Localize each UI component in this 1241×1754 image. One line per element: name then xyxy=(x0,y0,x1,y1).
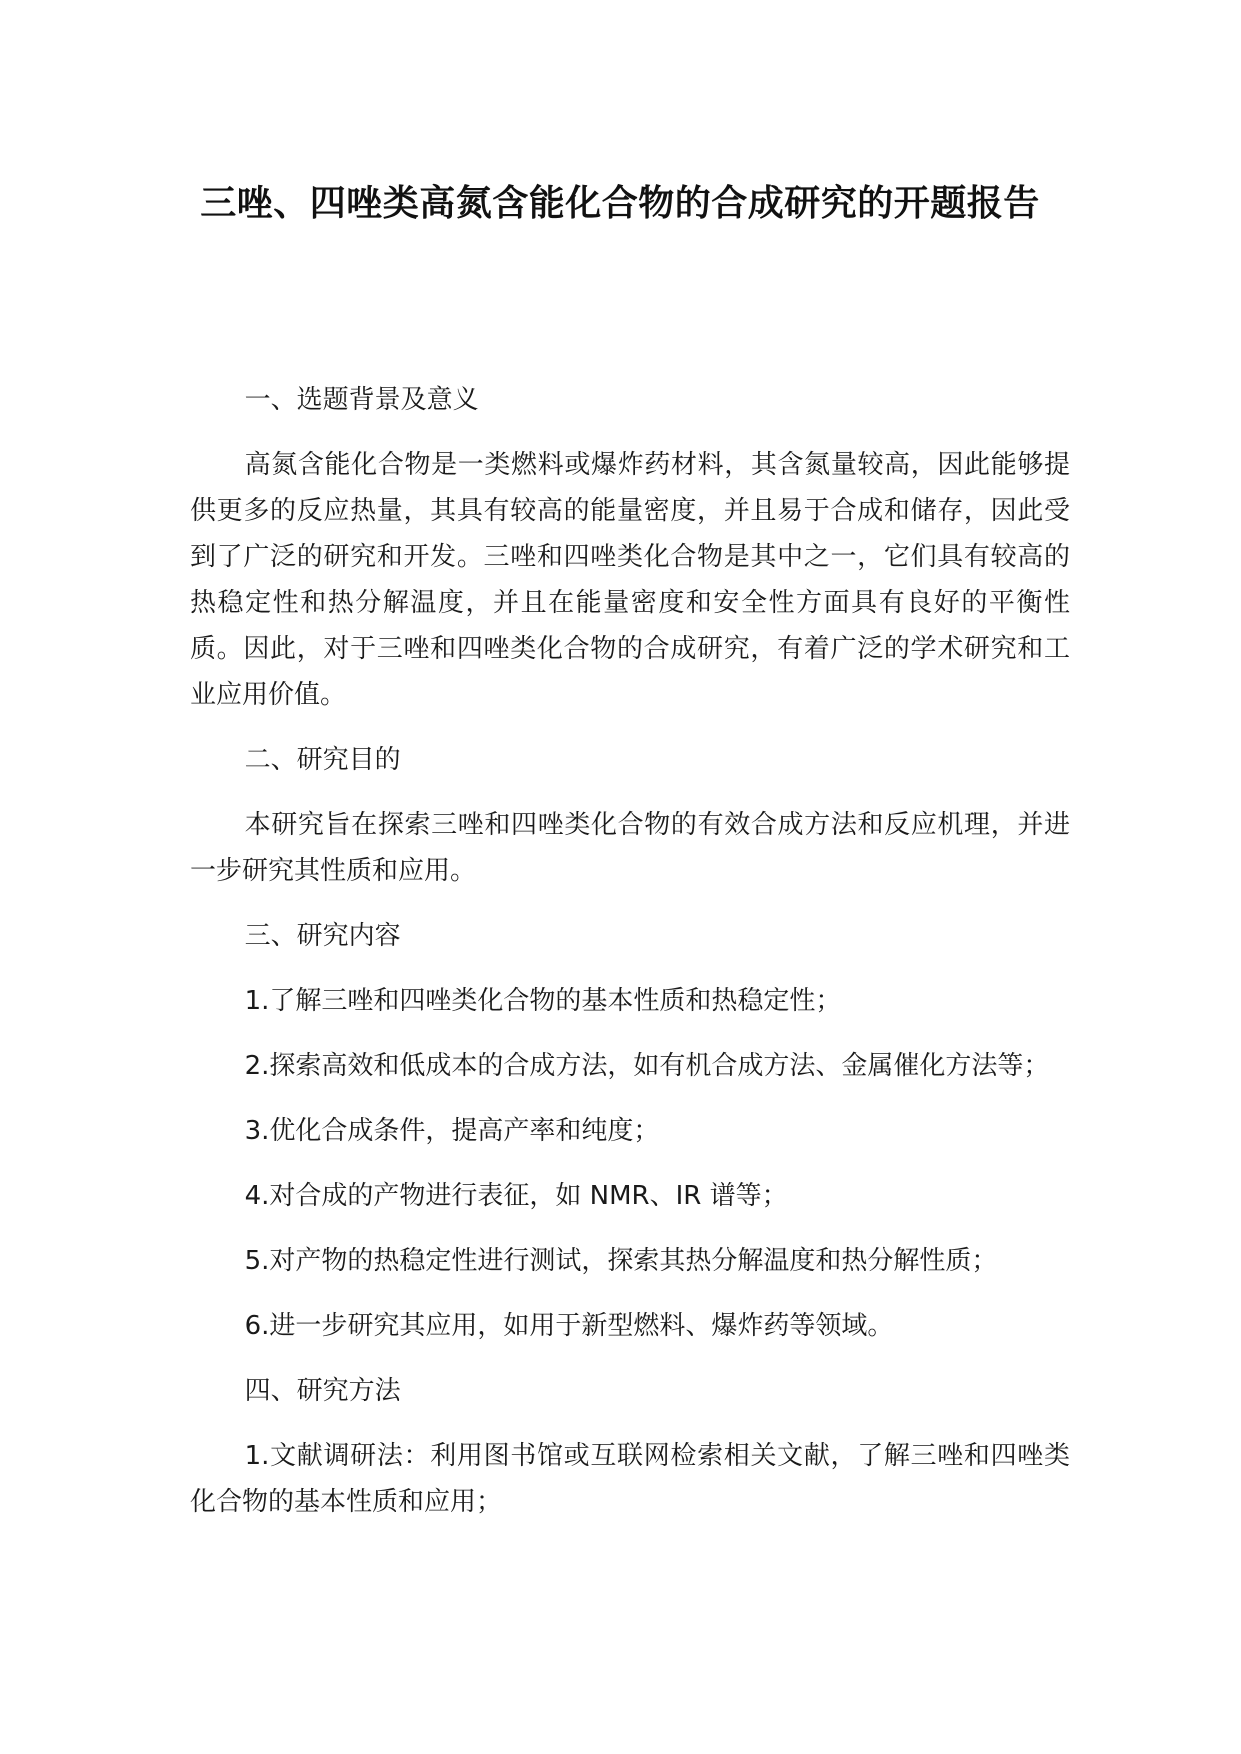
section-heading-purpose: 二、研究目的 xyxy=(244,745,401,775)
document-body xyxy=(190,377,1070,1544)
content-item-2: 2.探索高效和低成本的合成方法，如有机合成方法、金属催化方法等； xyxy=(244,1051,1050,1081)
content-item-5: 5.对产物的热稳定性进行测试，探索其热分解温度和热分解性质； xyxy=(244,1246,998,1276)
section-heading-background: 一、选题背景及意义 xyxy=(244,385,479,415)
document-title: 三唑、四唑类高氮含能化合物的合成研究的开题报告 xyxy=(200,183,1040,224)
content-item-1: 1.了解三唑和四唑类化合物的基本性质和热稳定性； xyxy=(244,986,842,1016)
section-heading-methods: 四、研究方法 xyxy=(244,1376,401,1406)
section-heading-content: 三、研究内容 xyxy=(244,921,401,951)
method-item-1: 1.文献调研法：利用图书馆或互联网检索相关文献，了解三唑和四唑类化合物的基本性质和应用； xyxy=(190,1441,1070,1517)
paragraph-background: 高氮含能化合物是一类燃料或爆炸药材料，其含氮量较高，因此能够提供更多的反应热量，其具有较高的能量密度，并且易于合成和储存，因此受到了广泛的研究和开发。三唑和四唑类化合物是其中之一，它们具有较高的热稳定性和热分解温度，并且在能量密度和安全性方面具有良好的平衡性质。因此，对于三唑和四唑类化合物的合成研究，有着广泛的学术研究和工业应用价值。 xyxy=(190,450,1070,710)
content-item-4: 4.对合成的产物进行表征，如 NMR、IR 谱等； xyxy=(244,1181,788,1211)
content-item-3: 3.优化合成条件，提高产率和纯度； xyxy=(244,1116,660,1146)
content-item-6: 6.进一步研究其应用，如用于新型燃料、爆炸药等领域。 xyxy=(244,1311,894,1341)
paragraph-purpose: 本研究旨在探索三唑和四唑类化合物的有效合成方法和反应机理，并进一步研究其性质和应用。 xyxy=(190,810,1070,886)
